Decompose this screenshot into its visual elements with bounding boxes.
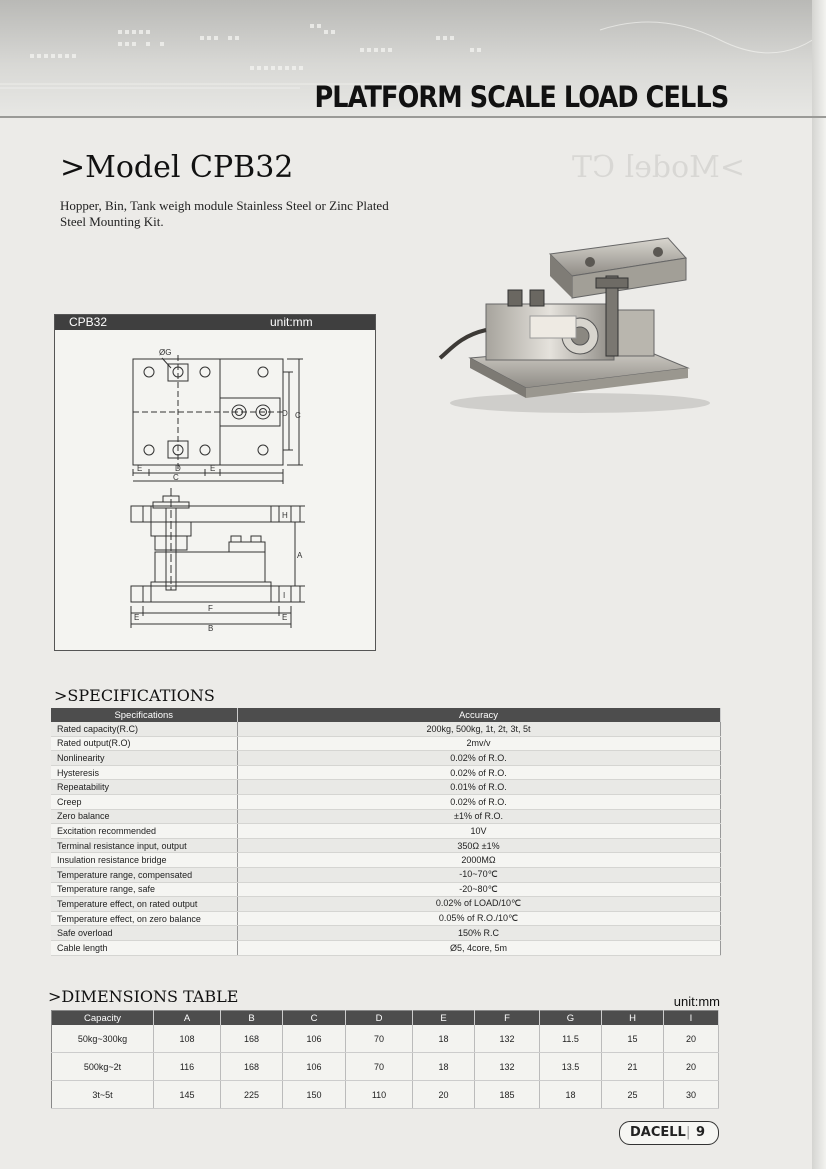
label-i: I <box>283 591 286 600</box>
spec-row <box>51 882 720 897</box>
spec-name: Nonlinearity <box>51 751 237 766</box>
brand-name: DACELL <box>630 1125 686 1140</box>
page-edge-shadow <box>812 0 826 1169</box>
spec-value: 2000MΩ <box>237 853 720 868</box>
spec-value: 0.02% of R.O. <box>237 751 720 766</box>
dim-cell: 20 <box>664 1025 719 1053</box>
spec-name: Excitation recommended <box>51 824 237 839</box>
spec-name: Hysteresis <box>51 765 237 780</box>
spec-name: Creep <box>51 794 237 809</box>
spec-row <box>51 809 720 824</box>
spec-name: Temperature range, safe <box>51 882 237 897</box>
col-accuracy: Accuracy <box>237 708 720 722</box>
spec-value: Ø5, 4core, 5m <box>237 940 720 955</box>
spec-row <box>51 926 720 941</box>
spec-name: Repeatability <box>51 780 237 795</box>
dim-cell: 168 <box>221 1053 283 1081</box>
spec-row <box>51 765 720 780</box>
top-view <box>133 355 303 484</box>
label-d-horizontal: D <box>175 464 181 473</box>
col-capacity: Capacity <box>52 1011 154 1026</box>
spec-row <box>51 794 720 809</box>
label-a: A <box>297 551 303 560</box>
spec-row <box>51 911 720 926</box>
col-i: I <box>664 1011 719 1026</box>
dim-cell: 18 <box>413 1053 475 1081</box>
col-f: F <box>475 1011 540 1026</box>
spec-row <box>51 853 720 868</box>
bleed-through-text: >Model CT <box>572 150 745 185</box>
col-a: A <box>154 1011 221 1026</box>
label-c-horizontal: C <box>173 473 179 482</box>
spec-value: 150% R.C <box>237 926 720 941</box>
dim-cell: 116 <box>154 1053 221 1081</box>
dim-cell: 132 <box>475 1025 540 1053</box>
dim-cell: 500kg~2t <box>52 1053 154 1081</box>
top-view-labels <box>137 348 301 482</box>
model-title: >Model CPB32 <box>60 150 294 185</box>
spec-row <box>51 722 720 736</box>
page-number: 9 <box>696 1125 706 1140</box>
dim-cell: 50kg~300kg <box>52 1025 154 1053</box>
spec-name: Safe overload <box>51 926 237 941</box>
col-e: E <box>413 1011 475 1026</box>
specifications-heading: >SPECIFICATIONS <box>54 686 215 705</box>
dim-cell: 132 <box>475 1053 540 1081</box>
dim-cell: 145 <box>154 1081 221 1109</box>
spec-value: 0.02% of LOAD/10℃ <box>237 897 720 912</box>
label-c-vertical: C <box>295 411 301 420</box>
dim-cell: 168 <box>221 1025 283 1053</box>
dimension-row <box>52 1081 719 1109</box>
dim-cell: 3t~5t <box>52 1081 154 1109</box>
spec-value: -20~80℃ <box>237 882 720 897</box>
spec-value: 200kg, 500kg, 1t, 2t, 3t, 5t <box>237 722 720 736</box>
spec-row <box>51 897 720 912</box>
side-view <box>131 488 305 628</box>
spec-name: Terminal resistance input, output <box>51 838 237 853</box>
dim-cell: 106 <box>283 1025 346 1053</box>
specifications-header-row <box>51 708 720 722</box>
label-b: B <box>208 624 214 633</box>
spec-value: 10V <box>237 824 720 839</box>
dim-cell: 225 <box>221 1081 283 1109</box>
dimensions-table <box>51 1010 719 1109</box>
spec-value: ±1% of R.O. <box>237 809 720 824</box>
label-d-vertical: D <box>282 409 288 418</box>
dim-cell: 106 <box>283 1053 346 1081</box>
label-h: H <box>282 511 288 520</box>
spec-row <box>51 736 720 751</box>
label-e-left: E <box>137 464 143 473</box>
dimension-row <box>52 1053 719 1081</box>
col-specifications: Specifications <box>51 708 237 722</box>
spec-value: 0.05% of R.O./10℃ <box>237 911 720 926</box>
spec-name: Zero balance <box>51 809 237 824</box>
dim-cell: 110 <box>346 1081 413 1109</box>
spec-name: Temperature range, compensated <box>51 867 237 882</box>
spec-value: 2mv/v <box>237 736 720 751</box>
spec-row <box>51 751 720 766</box>
header-title: PLATFORM SCALE LOAD CELLS <box>314 80 728 114</box>
spec-value: 0.02% of R.O. <box>237 794 720 809</box>
col-c: C <box>283 1011 346 1026</box>
spec-name: Insulation resistance bridge <box>51 853 237 868</box>
product-photo <box>430 218 720 418</box>
spec-row <box>51 780 720 795</box>
side-view-labels <box>134 511 303 633</box>
col-h: H <box>602 1011 664 1026</box>
drawing-model-name: CPB32 <box>69 315 108 329</box>
dimensions-heading: >DIMENSIONS TABLE <box>48 987 239 1006</box>
col-b: B <box>221 1011 283 1026</box>
dim-cell: 20 <box>413 1081 475 1109</box>
dim-cell: 18 <box>413 1025 475 1053</box>
header-rule <box>0 116 826 118</box>
col-g: G <box>540 1011 602 1026</box>
dimensions-header-row <box>52 1011 719 1026</box>
spec-name: Rated capacity(R.C) <box>51 722 237 736</box>
dim-cell: 13.5 <box>540 1053 602 1081</box>
label-e-right: E <box>210 464 216 473</box>
dim-cell: 18 <box>540 1081 602 1109</box>
spec-row <box>51 867 720 882</box>
model-description: Hopper, Bin, Tank weigh module Stainless Steel or Zinc Plated Steel Mounting Kit. <box>60 198 389 229</box>
dim-cell: 21 <box>602 1053 664 1081</box>
spec-row <box>51 940 720 955</box>
dim-cell: 108 <box>154 1025 221 1053</box>
specifications-table <box>51 708 721 956</box>
dimensions-unit: unit:mm <box>673 994 720 1009</box>
label-e-bottom-left: E <box>134 613 140 622</box>
spec-row <box>51 824 720 839</box>
dim-cell: 20 <box>664 1053 719 1081</box>
dim-cell: 150 <box>283 1081 346 1109</box>
dim-cell: 30 <box>664 1081 719 1109</box>
col-d: D <box>346 1011 413 1026</box>
spec-name: Rated output(R.O) <box>51 736 237 751</box>
drawing-unit: unit:mm <box>270 315 313 329</box>
dim-cell: 25 <box>602 1081 664 1109</box>
spec-name: Temperature effect, on zero balance <box>51 911 237 926</box>
drawing-header <box>55 315 375 330</box>
spec-value: 0.01% of R.O. <box>237 780 720 795</box>
spec-value: 0.02% of R.O. <box>237 765 720 780</box>
dim-cell: 11.5 <box>540 1025 602 1053</box>
technical-drawing <box>55 330 375 650</box>
label-f: F <box>208 604 213 613</box>
spec-value: -10~70℃ <box>237 867 720 882</box>
dim-cell: 70 <box>346 1025 413 1053</box>
spec-value: 350Ω ±1% <box>237 838 720 853</box>
dimension-row <box>52 1025 719 1053</box>
technical-drawing-panel <box>54 314 376 651</box>
brand-separator: | <box>686 1125 691 1140</box>
dim-cell: 15 <box>602 1025 664 1053</box>
footer-brand-badge <box>619 1121 719 1145</box>
dim-cell: 70 <box>346 1053 413 1081</box>
spec-name: Cable length <box>51 940 237 955</box>
label-g: ØG <box>159 348 172 357</box>
dim-cell: 185 <box>475 1081 540 1109</box>
label-e-bottom-right: E <box>282 613 288 622</box>
spec-row <box>51 838 720 853</box>
spec-name: Temperature effect, on rated output <box>51 897 237 912</box>
